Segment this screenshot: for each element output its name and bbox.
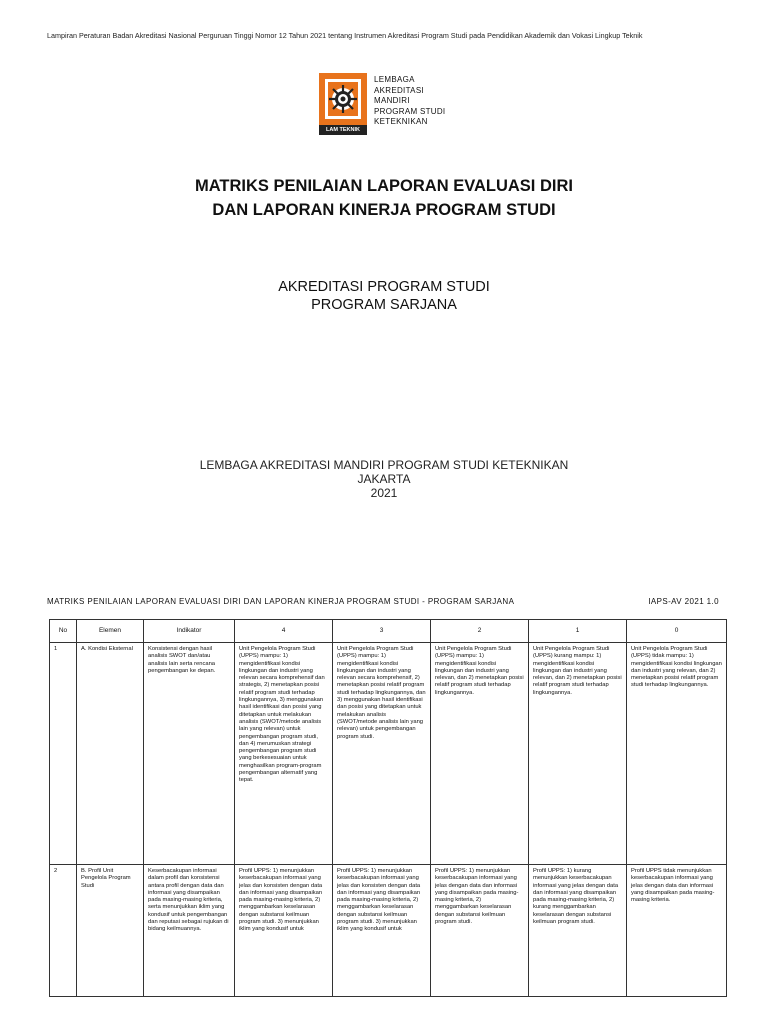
matrix-header-code: IAPS-AV 2021 1.0 — [648, 597, 719, 606]
column-header-score-0: 0 — [627, 620, 727, 643]
matrix-header-title: MATRIKS PENILAIAN LAPORAN EVALUASI DIRI DAN LAPORAN KINERJA PROGRAM STUDI - PROGRAM SARJANA — [47, 597, 515, 606]
organization-name — [374, 75, 445, 128]
cell-score-0: Profil UPPS tidak menunjukkan keserbacakupan informasi yang jelas dengan data dan informasi yang disampaikan pada masing-masing kriteria. — [627, 865, 727, 997]
cell-score-2: Unit Pengelola Program Studi (UPPS) mampu: 1) mengidentifikasi kondisi lingkungan dan industri yang relevan, dan 2) menetapkan posisi relatif program studi terhadap lingkungannya. — [431, 643, 529, 865]
lam-teknik-logo-icon — [319, 73, 367, 125]
column-header-score-4: 4 — [235, 620, 333, 643]
table-row — [50, 643, 727, 865]
cell-score-3: Unit Pengelola Program Studi (UPPS) mampu: 1) mengidentifikasi kondisi lingkungan dan industri yang relevan secara komprehensif, 2) menetapkan posisi relatif program studi terhadap lingkungannya, dan 3) menggunakan hasil identifikasi dan posisi yang ditetapkan untuk melakukan analisis (SWOT/metode analisis lain yang relevan) untuk pengembangan program studi. — [333, 643, 431, 865]
cell-indikator: Keserbacakupan informasi dalam profil dan konsistensi antara profil dengan data dan informasi yang disampaikan pada masing-masing kriteria, serta menunjukkan iklim yang kondusif untuk pengembangan dan reputasi sebagai rujukan di bidang keilmuannya. — [144, 865, 235, 997]
org-line: LEMBAGA — [374, 75, 415, 84]
org-line: AKREDITASI — [374, 85, 424, 95]
publisher-block — [0, 458, 768, 500]
org-line: MANDIRI — [374, 96, 410, 105]
title-line: DAN LAPORAN KINERJA PROGRAM STUDI — [212, 201, 556, 219]
table-row — [50, 865, 727, 997]
column-header-no: No — [50, 620, 77, 643]
subtitle-line: PROGRAM SARJANA — [311, 297, 457, 313]
publisher-line: JAKARTA — [357, 472, 411, 486]
title-line: MATRIKS PENILAIAN LAPORAN EVALUASI DIRI — [195, 177, 573, 195]
cell-score-0: Unit Pengelola Program Studi (UPPS) tidak mampu: 1) mengidentifikasi kondisi lingkungan dan industri yang relevan, dan 2) menetapkan posisi relatif program studi terhadap lingkungannya. — [627, 643, 727, 865]
cell-score-3: Profil UPPS: 1) menunjukkan keserbacakupan informasi yang jelas dan konsisten dengan data dan informasi yang disampaikan pada masing-masing kriteria, 2) menggambarkan keselarasan dengan substansi keilmuan program studi. 3) menunjukkan iklim yang kondusif untuk — [333, 865, 431, 997]
column-header-indikator: Indikator — [144, 620, 235, 643]
publisher-line: LEMBAGA AKREDITASI MANDIRI PROGRAM STUDI KETEKNIKAN — [199, 458, 569, 472]
cell-score-2: Profil UPPS: 1) menunjukkan keserbacakupan informasi yang jelas dengan data dan informasi yang disampaikan pada masing-masing kriteria, 2) menggambarkan keselarasan dengan substansi keilmuan program studi. — [431, 865, 529, 997]
assessment-matrix-table — [49, 619, 727, 997]
cell-no: 1 — [50, 643, 77, 865]
cell-no: 2 — [50, 865, 77, 997]
document-title — [0, 174, 768, 222]
org-line: KETEKNIKAN — [374, 117, 428, 126]
cell-score-1: Profil UPPS: 1) kurang menunjukkan keserbacakupan informasi yang jelas dengan data dan informasi yang disampaikan pada masing-masing kriteria, 2) kurang menggambarkan keselarasan dengan substansi keilmuan program studi. — [529, 865, 627, 997]
running-header: Lampiran Peraturan Badan Akreditasi Nasional Perguruan Tinggi Nomor 12 Tahun 2021 tentang Instrumen Akreditasi Program Studi pada Pendidikan Akademik dan Vokasi Lingkup Teknik — [47, 31, 643, 40]
cell-elemen: B. Profil Unit Pengelola Program Studi — [77, 865, 144, 997]
cell-elemen: A. Kondisi Eksternal — [77, 643, 144, 865]
cell-indikator: Konsistensi dengan hasil analisis SWOT dan/atau analisis lain serta rencana pengembangan ke depan. — [144, 643, 235, 865]
column-header-score-1: 1 — [529, 620, 627, 643]
cell-score-4: Unit Pengelola Program Studi (UPPS) mampu: 1) mengidentifikasi kondisi lingkungan dan industri yang relevan secara komprehensif dan strategis, 2) menetapkan posisi relatif program studi terhadap lingkungannya, 3) menggunakan hasil identifikasi dan posisi yang ditetapkan untuk melakukan analisis (SWOT/metode analisis lain yang relevan) untuk pengembangan program studi, dan 4) merumuskan strategi pengembangan program studi yang berkesesuaian untuk menghasilkan program-program pengembangan alternatif yang tepat. — [235, 643, 333, 865]
logo-caption: LAM TEKNIK — [319, 125, 367, 135]
matrix-header — [47, 597, 719, 606]
subtitle-line: AKREDITASI PROGRAM STUDI — [278, 279, 490, 295]
document-subtitle — [0, 278, 768, 314]
cell-score-4: Profil UPPS: 1) menunjukkan keserbacakupan informasi yang jelas dan konsisten dengan data dan informasi yang disampaikan pada masing-masing kriteria, 2) menggambarkan keselarasan dengan substansi keilmuan program studi. 3) menunjukkan iklim yang kondusif untuk — [235, 865, 333, 997]
column-header-score-2: 2 — [431, 620, 529, 643]
column-header-elemen: Elemen — [77, 620, 144, 643]
cell-score-1: Unit Pengelola Program Studi (UPPS) kurang mampu: 1) mengidentifikasi kondisi lingkungan dan industri yang relevan, dan 2) menetapkan posisi relatif program studi terhadap lingkungannya. — [529, 643, 627, 865]
publisher-line: 2021 — [370, 486, 398, 500]
column-header-score-3: 3 — [333, 620, 431, 643]
org-line: PROGRAM STUDI — [374, 106, 446, 116]
table-header-row — [50, 620, 727, 643]
